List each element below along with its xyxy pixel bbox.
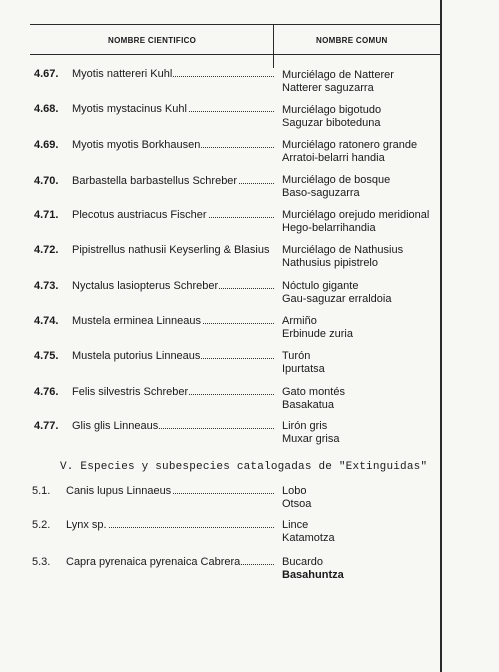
common-name-eu: Arratoi-belarri handia	[282, 152, 385, 164]
common-name-eu: Basahuntza	[282, 569, 344, 581]
common-name-es: Nóctulo gigante	[282, 280, 359, 292]
header-column-divider	[273, 24, 274, 68]
scientific-name: Lynx sp.	[66, 519, 274, 531]
entry-number: 5.1.	[32, 485, 51, 497]
common-name-eu: Otsoa	[282, 498, 312, 510]
common-name-eu: Baso-saguzarra	[282, 187, 360, 199]
entry-number: 5.3.	[32, 556, 51, 568]
scientific-name: Plecotus austriacus Fischer	[72, 209, 274, 221]
common-name-eu: Basakatua	[282, 399, 334, 411]
header-common-name: NOMBRE COMUN	[316, 36, 388, 45]
common-name-es: Murciélago de Nathusius	[282, 244, 404, 256]
page-right-rule	[440, 0, 442, 672]
common-name-eu: Katamotza	[282, 532, 335, 544]
common-name-es: Lobo	[282, 485, 307, 497]
scientific-name: Myotis mystacinus Kuhl	[72, 103, 274, 115]
common-name-es: Lince	[282, 519, 309, 531]
common-name-es: Turón	[282, 350, 311, 362]
common-name-eu: Ipurtatsa	[282, 363, 325, 375]
scientific-name: Mustela erminea Linneaus	[72, 315, 274, 327]
entry-number: 4.67.	[34, 68, 59, 80]
entry-number: 4.76.	[34, 386, 59, 398]
common-name-eu: Muxar grisa	[282, 433, 340, 445]
common-name-es: Murciélago de Natterer	[282, 69, 394, 81]
entry-number: 4.68.	[34, 103, 59, 115]
common-name-eu: Nathusius pipistrelo	[282, 257, 378, 269]
common-name-eu: Saguzar biboteduna	[282, 117, 381, 129]
common-name-eu: Hego-belarrihandia	[282, 222, 376, 234]
entry-number: 5.2.	[32, 519, 51, 531]
common-name-es: Lirón gris	[282, 420, 328, 432]
common-name-es: Murciélago bigotudo	[282, 104, 382, 116]
scientific-name: Capra pyrenaica pyrenaica Cabrera	[66, 556, 274, 568]
common-name-es: Murciélago orejudo meridional	[282, 209, 430, 221]
common-name-es: Bucardo	[282, 556, 323, 568]
header-top-rule	[30, 24, 442, 25]
entry-number: 4.73.	[34, 280, 59, 292]
entry-number: 4.77.	[34, 420, 59, 432]
header-scientific-name: NOMBRE CIENTIFICO	[108, 36, 197, 45]
scientific-name: Myotis myotis Borkhausen	[72, 139, 274, 151]
entry-number: 4.71.	[34, 209, 59, 221]
common-name-es: Gato montés	[282, 386, 345, 398]
common-name-es: Murciélago ratonero grande	[282, 139, 418, 151]
common-name-eu: Gau-saguzar erraldoia	[282, 293, 392, 305]
entry-number: 4.69.	[34, 139, 59, 151]
entry-number: 4.74.	[34, 315, 59, 327]
scientific-name: Felis silvestris Schreber	[72, 386, 274, 398]
common-name-eu: Natterer saguzarra	[282, 82, 374, 94]
scientific-name: Glis glis Linneaus	[72, 420, 274, 432]
entry-number: 4.75.	[34, 350, 59, 362]
scientific-name: Nyctalus lasiopterus Schreber	[72, 280, 274, 292]
header-bottom-rule	[30, 54, 442, 55]
scientific-name: Myotis nattereri Kuhl	[72, 68, 274, 80]
entry-number: 4.72.	[34, 244, 59, 256]
common-name-es: Murciélago de bosque	[282, 174, 391, 186]
scientific-name: Barbastella barbastellus Schreber	[72, 175, 274, 187]
common-name-es: Armiño	[282, 315, 317, 327]
entry-number: 4.70.	[34, 175, 59, 187]
scientific-name: Mustela putorius Linneaus	[72, 350, 274, 362]
scientific-name: Canis lupus Linnaeus	[66, 485, 274, 497]
common-name-eu: Erbinude zuria	[282, 328, 353, 340]
section-heading-extinct: V. Especies y subespecies catalogadas de "Extinguidas"	[60, 461, 428, 473]
scientific-name: Pipistrellus nathusii Keyserling & Blasius	[72, 244, 270, 256]
